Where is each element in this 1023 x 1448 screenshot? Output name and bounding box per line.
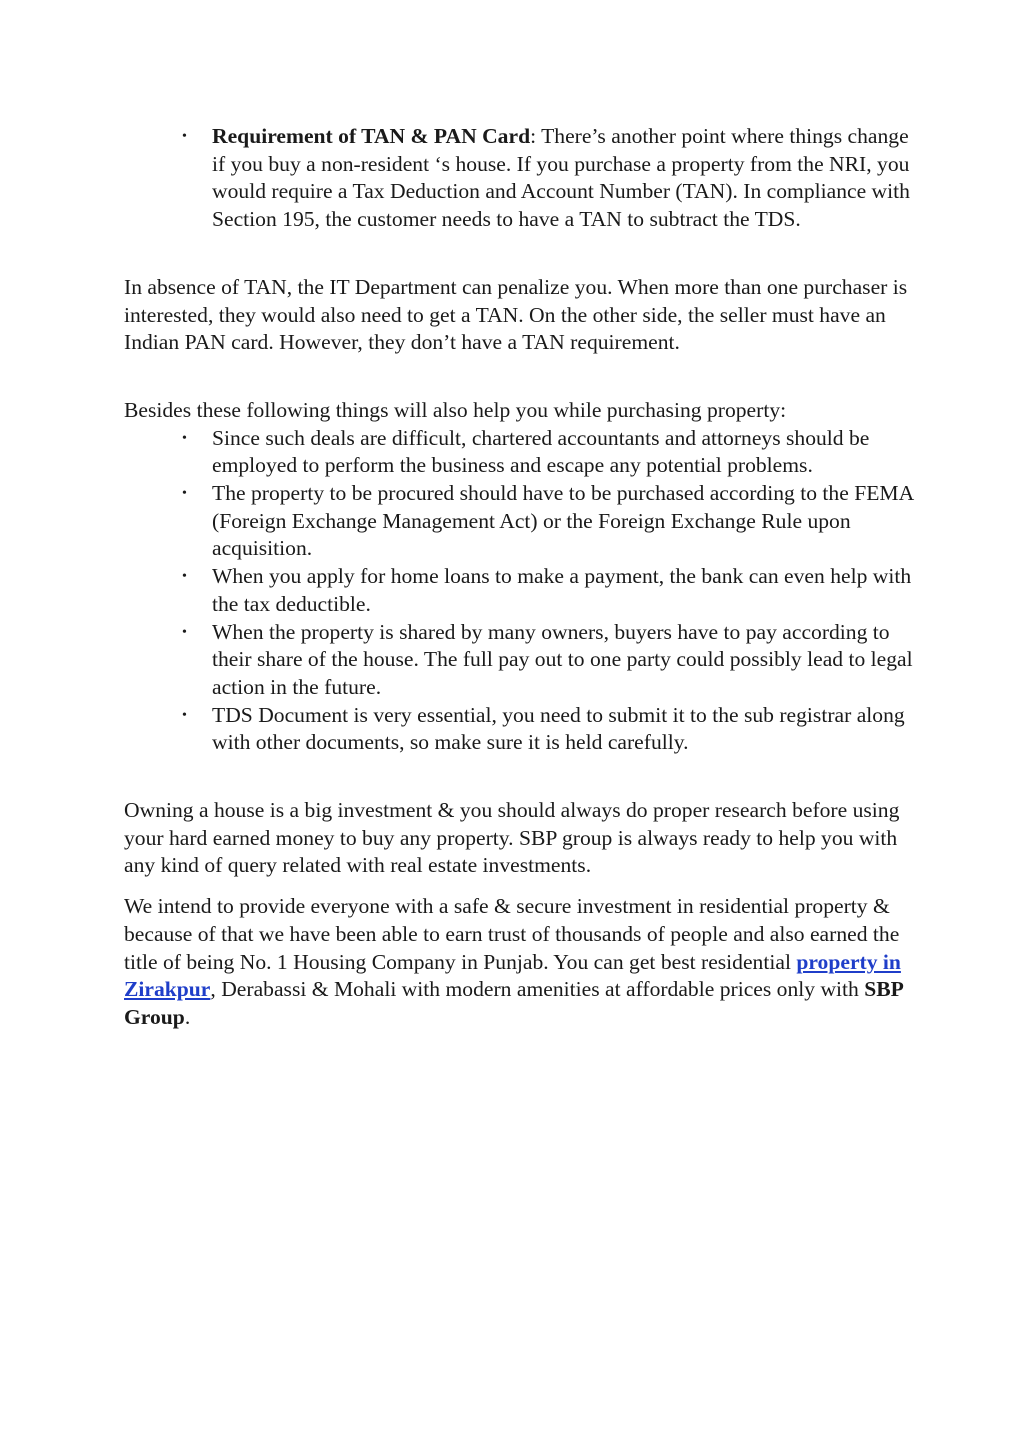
property-in-zirakpur-link[interactable]: property in Zirakpur xyxy=(124,949,901,1002)
paragraph-text: , Derabassi & Mohali with modern amenities at affordable prices only with xyxy=(210,977,865,1002)
bullet-icon: • xyxy=(182,624,187,640)
list-item-text: When the property is shared by many owners, buyers have to pay according to their share of the house. The full pay out to one party could possibly lead to legal action in the future. xyxy=(212,619,913,699)
brand-name: SBP Group xyxy=(124,977,903,1029)
tan-pan-list xyxy=(124,123,914,234)
bullet-icon: • xyxy=(182,707,187,723)
list-item-text: Since such deals are difficult, chartered accountants and attorneys should be employed to perform the business and escape any potential problems. xyxy=(212,425,870,478)
list-item-text: TDS Document is very essential, you need to submit it to the sub registrar along with other documents, so make sure it is held carefully. xyxy=(212,702,905,755)
tips-list xyxy=(124,425,914,757)
document-page xyxy=(124,123,914,1032)
list-item xyxy=(124,619,914,702)
paragraph-sbp-intent xyxy=(124,893,914,1032)
paragraph-owning-house: Owning a house is a big investment & you should always do proper research before using your hard earned money to buy any property. SBP group is always ready to help you with any kind of query related with real estate investments. xyxy=(124,798,900,878)
bullet-icon: • xyxy=(182,486,187,502)
list-item-heading: Requirement of TAN & PAN Card xyxy=(212,124,531,148)
paragraph-text: We intend to provide everyone with a safe & secure investment in residential property & because of that we have been able to earn trust of thousands of people and also earned the title of being No. 1 Housing Company in Punjab. You can get best residential xyxy=(124,894,900,974)
list-item xyxy=(124,702,914,757)
bullet-icon: • xyxy=(182,569,187,585)
list-item-text: The property to be procured should have to be purchased according to the FEMA (Foreign Exchange Management Act) or the Foreign Exchange Rule upon acquisition. xyxy=(212,481,913,561)
list-item xyxy=(124,563,914,618)
list-item-text: When you apply for home loans to make a payment, the bank can even help with the tax deductible. xyxy=(212,564,912,616)
list-item-text: : There’s another point where things change if you buy a non-resident ‘s house. If you purchase a property from the NRI, you would require a Tax Deduction and Account Number (TAN). In compliance with Section 195, the customer needs to have a TAN to subtract the TDS. xyxy=(212,124,910,232)
paragraph-tan-absence: In absence of TAN, the IT Department can penalize you. When more than one purchaser is interested, they would also need to get a TAN. On the other side, the seller must have an Indian PAN card. However, they don’t have a TAN requirement. xyxy=(124,274,908,355)
bullet-icon: • xyxy=(182,430,187,446)
bullet-icon: • xyxy=(182,129,187,144)
paragraph-besides: Besides these following things will also help you while purchasing property: xyxy=(124,397,787,422)
list-item xyxy=(124,425,914,480)
list-item xyxy=(124,480,914,563)
paragraph-text: . xyxy=(184,1004,191,1029)
list-item xyxy=(124,123,914,234)
